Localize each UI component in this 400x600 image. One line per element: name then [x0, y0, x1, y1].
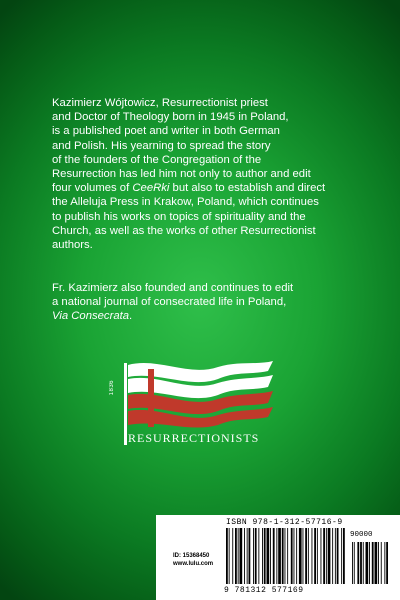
author-bio-paragraph-1 — [52, 96, 352, 252]
barcode-bar — [326, 528, 327, 584]
barcode-addon-bar — [357, 542, 359, 584]
barcode-bar — [314, 528, 316, 584]
barcode-bar — [244, 528, 245, 584]
logo-year: 1836 — [109, 380, 115, 396]
barcode-bar — [308, 528, 309, 584]
barcode-bar — [287, 528, 288, 584]
barcode-bar — [278, 528, 281, 584]
barcode-bar — [273, 528, 275, 584]
flag-pole — [124, 363, 127, 445]
barcode-bar — [332, 528, 333, 584]
barcode-bar — [305, 528, 307, 584]
lulu-id-block — [173, 552, 213, 568]
barcode-addon-bar — [360, 542, 362, 584]
barcode-addon-bar — [384, 542, 385, 584]
barcode-bar — [337, 528, 339, 584]
isbn-label: ISBN 978-1-312-57716-9 — [226, 518, 343, 527]
barcode-bar — [276, 528, 277, 584]
barcode-bar — [262, 528, 263, 584]
barcode-addon-bar — [366, 542, 369, 584]
bio-text-1a: Kazimierz Wójtowicz, Resurrectionist priest and Doctor of Theology born in 1945 in Poland, is a published poet and writer in both German and Polish. His yearning to spread the story of the founders of the Congregation of the Resurrection has led him not only to author and edit four volumes of — [52, 97, 311, 195]
lulu-id: ID: 15368450 — [173, 553, 210, 559]
barcode-bar — [232, 528, 233, 584]
barcode-bar — [238, 528, 239, 584]
ean-digits: 9 781312 577169 — [224, 586, 304, 595]
barcode-bar — [303, 528, 304, 584]
barcode-bar — [235, 528, 237, 584]
bio-text-2a: Fr. Kazimierz also founded and continues to edit a national journal of consecrated life in Poland, — [52, 282, 294, 309]
barcode-bar — [249, 528, 251, 584]
barcode-bar — [343, 528, 345, 584]
author-bio-paragraph-2 — [52, 281, 352, 324]
barcode-bar — [267, 528, 270, 584]
barcode-addon-bar — [354, 542, 355, 584]
barcode-bars — [226, 528, 391, 586]
barcode-bar — [229, 528, 230, 584]
barcode-bar — [299, 528, 302, 584]
barcode-bar — [264, 528, 266, 584]
barcode-bar — [247, 528, 248, 584]
barcode-addon-bar — [386, 542, 388, 584]
barcode-addon-bar — [369, 542, 370, 584]
bio-text-1-italic: CeeRki — [132, 182, 170, 195]
barcode-bar — [323, 528, 325, 584]
barcode-bar — [240, 528, 243, 584]
barcode-bar — [296, 528, 297, 584]
barcode-addon-bar — [363, 542, 364, 584]
logo-name: RESURRECTIONISTS — [128, 431, 260, 445]
barcode-bar — [255, 528, 257, 584]
bio-text-2-italic: Via Consecrata — [52, 310, 130, 323]
barcode-bar — [341, 528, 342, 584]
bio-text-2b: . — [129, 310, 133, 323]
price-code: 90000 — [350, 531, 373, 539]
barcode-addon-bar — [375, 542, 378, 584]
barcode-bar — [282, 528, 284, 584]
barcode-bar — [294, 528, 295, 584]
barcode-bar — [270, 528, 271, 584]
barcode-bar — [317, 528, 318, 584]
barcode-bar — [253, 528, 254, 584]
barcode-bar — [335, 528, 336, 584]
barcode-bar — [328, 528, 331, 584]
lulu-site: www.lulu.com — [173, 561, 214, 567]
bio-text-1b: but also to establish and direct the Alleluja Press in Krakow, Poland, which continues to publish his works on topics of spirituality and the Church, as well as the works of other Resurrectionist authors. — [52, 182, 326, 252]
barcode-bar — [285, 528, 286, 584]
barcode-bar — [258, 528, 259, 584]
barcode-addon-bar — [381, 542, 382, 584]
barcode-bar — [312, 528, 313, 584]
barcode-addon-bar — [378, 542, 379, 584]
barcode-addon-bar — [352, 542, 353, 584]
barcode-bar — [291, 528, 293, 584]
barcode-bar — [226, 528, 228, 584]
barcode-addon-bar — [372, 542, 374, 584]
barcode-bar — [321, 528, 322, 584]
